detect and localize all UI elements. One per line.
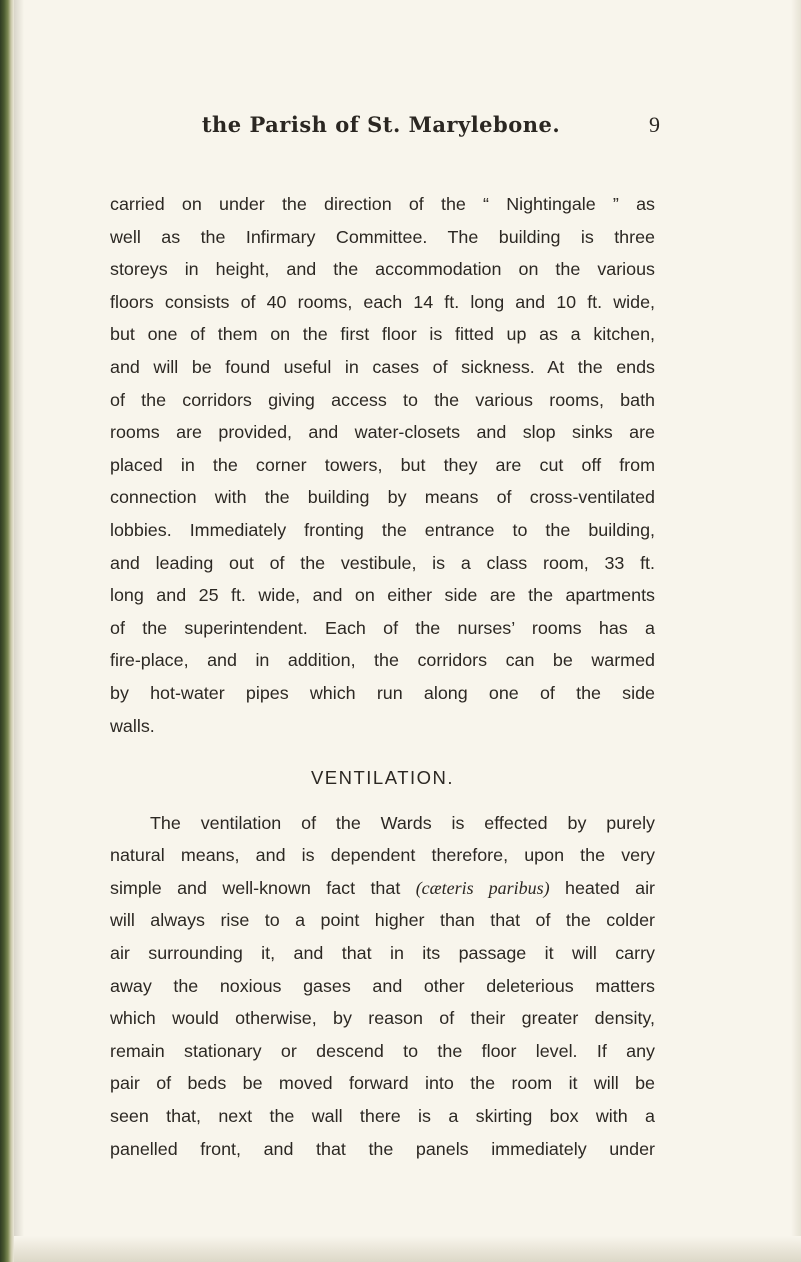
text-line: carried on under the direction of the “ Nightingale ” as: [110, 194, 655, 214]
text-line: of the corridors giving access to the various rooms, bath: [110, 389, 655, 410]
page-bottom-edge: [14, 1236, 801, 1262]
text-line: but one of them on the first floor is fitted up as a kitchen,: [110, 324, 655, 345]
text-line: lobbies. Immediately fronting the entrance to the building,: [110, 519, 655, 540]
paragraph-accommodation: [110, 188, 655, 742]
section-heading: VENTILATION.: [310, 767, 455, 789]
text-line: walls.: [110, 715, 155, 736]
page-header: [120, 112, 660, 146]
latin-phrase: (cæteris paribus): [415, 877, 550, 898]
text-line: well as the Infirmary Committee. The building is three: [110, 226, 655, 247]
text-line: which would otherwise, by reason of their greater density,: [110, 1008, 655, 1029]
page-number: 9: [649, 112, 660, 137]
text-line: panelled front, and that the panels immediately under: [110, 1138, 655, 1159]
text-line: placed in the corner towers, but they are cut off from: [110, 454, 655, 475]
text-line: remain stationary or descend to the floor level. If any: [110, 1040, 655, 1061]
binding-shadow: [14, 0, 24, 1262]
text-fragment: simple and well-known fact that: [110, 877, 416, 898]
text-line: fire-place, and in addition, the corridors can be warmed: [110, 650, 655, 671]
text-line: storeys in height, and the accommodation on the various: [110, 259, 655, 280]
body-text: [110, 188, 655, 1165]
text-line: The ventilation of the Wards is effected by purely: [150, 812, 655, 833]
text-line: and will be found useful in cases of sickness. At the ends: [110, 356, 655, 377]
text-line: connection with the building by means of cross-ventilated: [110, 487, 655, 508]
text-line: pair of beds be moved forward into the room it will be: [110, 1073, 655, 1094]
text-line: long and 25 ft. wide, and on either side are the apartments: [110, 585, 655, 606]
text-line: of the superintendent. Each of the nurses’ rooms has a: [110, 617, 655, 638]
text-line-with-italic: [110, 872, 655, 905]
text-line: away the noxious gases and other deleterious matters: [110, 975, 655, 996]
text-line: floors consists of 40 rooms, each 14 ft. long and 10 ft. wide,: [110, 291, 655, 312]
text-line: by hot-water pipes which run along one of the side: [110, 682, 655, 703]
text-line: and leading out of the vestibule, is a class room, 33 ft.: [110, 552, 655, 573]
book-binding-edge: [0, 0, 14, 1262]
text-line: rooms are provided, and water-closets and slop sinks are: [110, 422, 655, 443]
running-head: the Parish of St. Marylebone.: [201, 112, 561, 137]
text-line: seen that, next the wall there is a skirting box with a: [110, 1106, 655, 1127]
page-right-edge: [791, 0, 801, 1262]
text-line: air surrounding it, and that in its passage it will carry: [110, 943, 655, 964]
paragraph-ventilation: [110, 807, 655, 1166]
text-fragment: heated air: [549, 877, 655, 898]
text-line: natural means, and is dependent therefore, upon the very: [110, 845, 655, 866]
text-line: will always rise to a point higher than that of the colder: [110, 910, 655, 931]
